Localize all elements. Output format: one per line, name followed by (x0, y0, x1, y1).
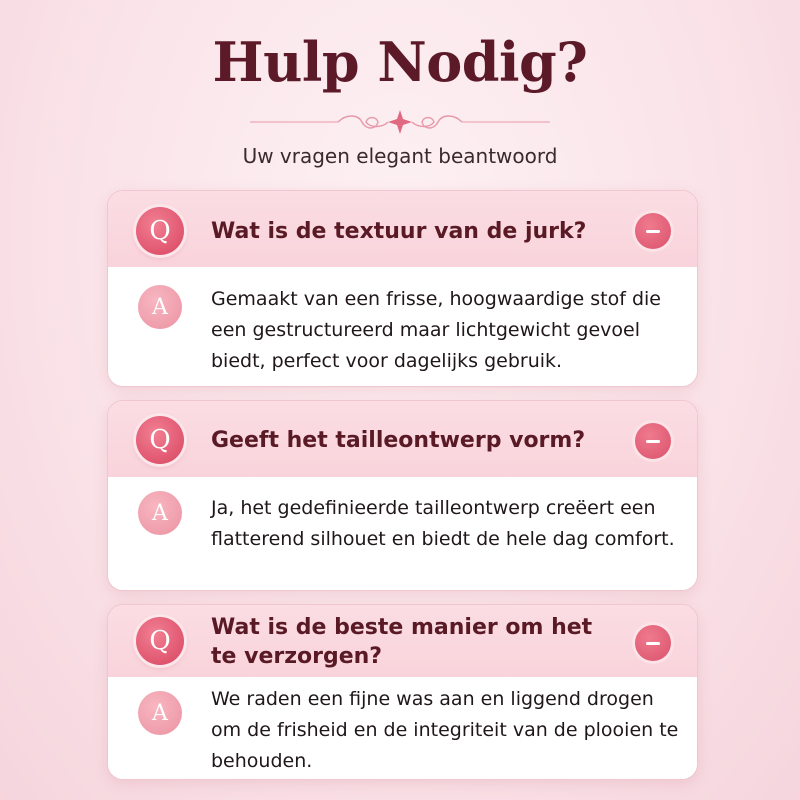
faq-answer: Ja, het gedefinieerde tailleontwerp creëert een flatterend silhouet en biedt de hele dag comfort. (211, 497, 675, 550)
question-badge: Q (136, 207, 184, 255)
collapse-toggle-button[interactable] (635, 213, 671, 249)
collapse-toggle-button[interactable] (635, 423, 671, 459)
question-badge: Q (136, 416, 184, 464)
collapse-toggle-button[interactable] (635, 625, 671, 661)
faq-answer-panel (108, 477, 697, 591)
faq-question-header[interactable] (108, 401, 697, 477)
faq-answer-panel (108, 267, 697, 387)
faq-answer-panel (108, 677, 697, 780)
answer-badge: A (138, 691, 182, 735)
faq-question-header[interactable] (108, 191, 697, 267)
faq-item (107, 400, 698, 591)
minus-icon (646, 642, 660, 645)
page-title: Hulp Nodig? (212, 30, 588, 94)
faq-question: Wat is de beste manier om het te verzorgen? (211, 615, 593, 669)
sparkle-flourish-icon (250, 108, 550, 136)
faq-question-header[interactable] (108, 605, 697, 677)
minus-icon (646, 230, 660, 233)
answer-badge: A (138, 491, 182, 535)
faq-answer: We raden een fijne was aan en liggend drogen om de frisheid en de integriteit van de plooien te behouden. (211, 688, 679, 772)
faq-question: Geeft het tailleontwerp vorm? (211, 428, 586, 453)
faq-question: Wat is de textuur van de jurk? (211, 219, 587, 244)
faq-item (107, 190, 698, 387)
answer-badge: A (138, 285, 182, 329)
question-badge: Q (136, 617, 184, 665)
faq-item (107, 604, 698, 780)
page-subtitle: Uw vragen elegant beantwoord (242, 144, 558, 168)
minus-icon (646, 440, 660, 443)
faq-answer: Gemaakt van een frisse, hoogwaardige stof die een gestructureerd maar lichtgewicht gevoel biedt, perfect voor dagelijks gebruik. (211, 288, 661, 372)
